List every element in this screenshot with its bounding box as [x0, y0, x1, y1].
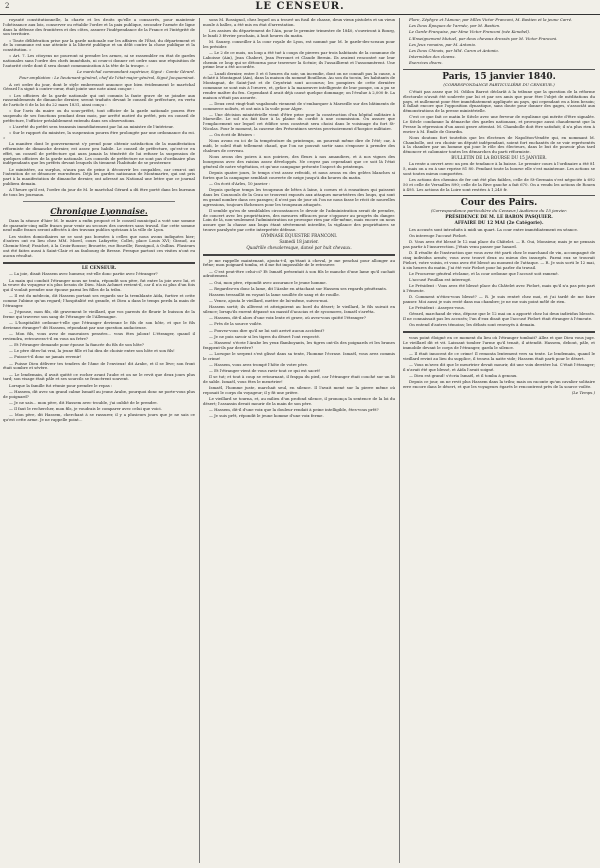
- paragraph: — Regardez-en donc la lame, dit l'Arabe en attachant sur Hassem ses regards pénétrants.: [209, 285, 388, 291]
- paragraph: « Les officiers de la garde nationale qui ont commis la faute grave de se joindre aux rassemblements de dimanche dernier, seront traduits devant le conseil de préfecture, en vertu de l'article 6 de la loi du 22 mars 1831, ainsi conçu :: [3, 92, 195, 108]
- paragraph: Hassem tressaillit en voyant la lame souillée de sang et de rouille.: [209, 291, 340, 297]
- paragraph: — Lundi dernier, entre 5 et 6 heures du soir, un incendie, dont on ne connaît pas la cause, a éclaté à Montagnat (Ain), dans la maison du nommé Bouilloux. Au son du tocsin, les habitants de Montagnat, de Saint-Just et de Ceyzériat sont accourus; les pompiers de cette dernière commune se sont mis à l'œuvre, et, grâce à la manœuvre intelligente de leur pompe, on a pu se rendre maître du feu. Cependant il avait déjà causé quelque dommage; on l'évalue à 2,000 fr. La maison n'était pas assurée.: [203, 70, 395, 100]
- paragraph: Depuis quelque temps les troupeaux de bêtes à laine, à cornes et à rousatines qui paissent dans les Coussouls de la Crau se trouvent exposés aux attaques meurtrières des loups, qui sont en grand nombre dans ces parages; il n'est pas de jour où l'on ne nous fasse le récit de nouvelles agressions, toujours fâcheuses pour les troupeaux attaqués.: [203, 187, 395, 207]
- paragraph: Lorsque la famille fut réunie pour prendre le repas :: [9, 382, 113, 388]
- paragraph: Gérard, marchand de vins, dépose que le 12 mai on a apporté chez lui deux individus blessés. Il ne connaissait pas les accusés; l'un d'eux disait que l'accusé Pielort était étranger à l'émeute.: [403, 311, 595, 322]
- paragraph: — Mon fils, vous avez de mauvaises pensées... vous êtes jaloux! L'étranger, quand il reviendra, retrouvera-t-il en vous un frère?: [3, 331, 195, 341]
- program-item: Flore, Zéphyre et l'Amour, par Mlles Victor Franconi, M. Bastien et la jeune Carré.: [409, 18, 573, 22]
- paragraph: La rente a ouvert avec un peu de tendance à la baisse. Le premier cours à l'ordinaire a été 81 5, mais on a eu à une reprise 81 80. Pendant toute la bourse elle s'est maintenue. Les actions se sont toutes mieux comportées.: [403, 161, 595, 176]
- paragraph: Le vieillard se tourna, et, au milieu d'un profond silence, il prononça la sentence de la loi du désert; l'assassin devait mourir de la main de son père.: [203, 396, 395, 407]
- bourse-heading: BULLETIN DE LA BOURSE DU 15 JANVIER.: [451, 155, 547, 161]
- paragraph: A cet ordre du jour, dont le style emberrassé annonce que bien évidemment le maréchal Gérard l'a signé à contre-cœur, était jointe une note ainsi conçue :: [3, 81, 195, 92]
- column-rule: [199, 18, 200, 863]
- program-item: Intermèdes des clowns.: [409, 54, 456, 60]
- paragraph: — Je suis prêt, répondit le jeune homme d'une voix ferme.: [209, 413, 324, 419]
- president-line: PRÉSIDENCE DE M. LE BARON PASQUIER.: [445, 215, 553, 221]
- feuilleton-title: LE CENSEUR.: [81, 265, 117, 271]
- program-item: Les Jeux romains, par M. Antonio.: [409, 41, 477, 47]
- paragraph: — Près de la source voilée.: [209, 321, 263, 327]
- paragraph: — Et l'étranger vient de vous ravir tout ce qui est sacré!: [209, 368, 321, 374]
- paragraph: — Je ne puis savoir si les tigres du désert l'ont respecté.: [209, 333, 321, 339]
- paragraph: Le Président : Vous avez été blessé place du Châtelet avec Pielort, mais qu'il n'a pas pris part à l'émeute.: [403, 283, 595, 293]
- feuilleton-divider: [403, 331, 595, 333]
- signature: Pour ampliation : Le lieutenant-général, chef de l'état-major-général, Signé Jacqueminot.: [19, 75, 195, 81]
- paragraph: — Il faut le rechercher, mon fils, je voudrais le comparer avec celui que voici.: [9, 405, 162, 411]
- paragraph: « Art. 7. Les citoyens ne pourront ni prendre les armes, ni se rassembler en état de gardes nationales sans l'ordre des chefs immédiats, ni ceux-ci donner cet ordre sans une réquisition de l'autorité civile dont il sera donné communication à la tête de la troupe. »: [3, 53, 195, 68]
- paragraph: — Hassem, dit-il alors d'une voix lente et grave, où avez-vous quitté l'étranger?: [209, 315, 366, 321]
- cour-title: Cour des Pairs.: [403, 195, 595, 209]
- paragraph: D. Vous avez été blessé le 12 mai place du Châtelet. — R. Oui, Monsieur, mais je ne pensais pas partir à l'insurrection. J'étais venu passer par hasard.: [403, 239, 595, 249]
- paragraph: — Hassem, vous avez trompé l'hôte de votre père.: [209, 361, 309, 367]
- paragraph: — Dieu est grand! s'écria Ismaël, et il tomba à genoux.: [409, 372, 518, 378]
- paragraph: — Le lendemain, il avait quitté ce rocher avant l'aube et on ne le revit que deux jours plus tard; son visage était pâle et ses sourcils se froncèrent souvent.: [3, 371, 195, 382]
- theatre-name: GYMNASE ÉQUESTRE FRANCONI.: [260, 233, 338, 239]
- paragraph: royauté constitutionnelle, la charte et les droits qu'elle a consacrés, pour maintenir l'obéissance aux lois, conserver ou rétablir l'ordre et la paix publique, seconder l'armée de ligne dans la défense des frontières et des côtes, assurer l'indépendance de la France et l'intégrité de son territoire.: [3, 18, 195, 37]
- paris-subtitle: (CORRESPONDANCE PARTICULIÈRE DU CENSEUR.): [443, 82, 555, 88]
- signature: Le maréchal commandant supérieur, Signé : Comte Gérard.: [76, 69, 195, 75]
- program-item: Le Garde-Française, par Mme Victor Franconi (née Kenebel).: [409, 29, 531, 35]
- paragraph: « Toute délibération prise par la garde nationale sur les affaires de l'État, du département et de la commune est une atteinte à la liberté publique et un délit contre la chose publique et la constitution. »: [3, 37, 195, 53]
- paragraph: — Lorsque le serpent s'est glissé dans sa tente, l'homme l'écrase. Ismaël, vous avez commis le crime!: [203, 350, 395, 361]
- paragraph: — Oui, mon père, répondit avec assurance le jeune homme.: [209, 279, 327, 285]
- paragraph: — Mon père, dit Hassem, cherchant à se rassurer, il y a plusieurs jours que je ne sais ce qu'est cette arme. Je ne rappelle point...: [3, 412, 195, 422]
- paragraph: C'est ce que fait ce matin le Siècle avec une ferveur de royalisme qui mérite d'être signalée. Le Siècle condamne la démarche des gardes nationaux, et provoque aussi chaudement que la Presse la répression d'un aussi grave attentat. M. Chambolle doit être satisfait; il n'a plus rien à envier à M. Émile de Girardin.: [403, 114, 595, 134]
- paragraph: — Deux cent vingt-huit vagabonds viennent de s'embarquer à Marseille sur des bâtiments de commerce nolisés, et ont mis à la voile pour Alger.: [203, 100, 395, 111]
- paragraph: — L'hospitalité ordonne-t-elle que l'étranger devienne le fils de son hôte, et que le fils devienne étranger? dit Hassem, répondant par une question audacieuse.: [3, 320, 195, 330]
- paragraph: Hassem sortit; ils allèrent et atteignirent au bord du désert; le vieillard, le fils suivait en silence; lorsqu'ils eurent dépassé un massif d'acacias et de sycomores, Ismaël s'arrêta.: [203, 304, 395, 315]
- paragraph: Ismaël, l'homme juste, marchait seul, en silence. Il l'avait mené sur la pierre même où reposait le corps du voyageur; il y fit une prière.: [203, 385, 395, 396]
- paragraph: C'était pas assez que M. Odilon Barrot déclarât à la tribune que la question de la réforme électorale n'avait été soulevée par lui et par ses amis que pour être l'objet de méditations du pays, et nullement pour être immédiatement appliquée au pays, qui cependant en a bien besoin; il fallait encore que l'opposition dynastique, sans doute pour donner des gages, s'associât aux démonstrations de la presse ministérielle.: [403, 88, 595, 114]
- paragraph: — Le 2 de ce mois, un loup a été tué à coups de pierres par trois habitants de la commune de Laboisse (Ain), Jean Chabert, Jean Perronet et Claude Bernin. Ils avaient rencontré sur leur chemin ce loup qui se détourna pour traverser la Scénie; ils l'assaillirent et l'assommèrent. Une prime leur a été accordée.: [203, 49, 395, 70]
- program-line: Quadrille chevaleresque, dansé par huit chevaux.: [246, 244, 352, 250]
- paragraph: vous point éloigné en ce moment du lieu où l'étranger tombait? Allez et que Dieu vous juge. Le vieillard dit et vit. Laissant tomber l'arme qu'il tenait, il attendit. Hassem, debout, pâle, et immobile devant le corps de l'étranger, garda le silence.: [403, 335, 595, 350]
- program-item: L'Enseignement Mutuel, par deux chevaux dressés par M. Victor Franconi.: [409, 35, 558, 41]
- paragraph: — Hassem! s'écrie l'Arabe les yeux flamboyants, les tigres ont-ils des poignards et les brunes frappent-ils par derrière?: [203, 339, 395, 350]
- paragraph: D. Il résulte de l'instruction que vous avez été parti chez le marchand de vin, accompagné de cinq individus armés; vous avez trouvé deux ou mieux des insurgés. Parmi eux se trouvait Pielort, votre voisin, et vous avez été blessé au moment de l'attaque. — R. Je suis sorti le 12 mai, à six heures du matin. J'ai été voir Pielort pour lui parler du travail.: [403, 250, 595, 270]
- theatre-date: Samedi 18 janvier.: [279, 238, 319, 244]
- paragraph: — Venez, ajouta le vieillard, mettre de lui-même, suivez-moi.: [209, 298, 329, 304]
- paragraph: « Sur le rapport du ministre, la suspension pourra être prolongée par une ordonnance du roi. »: [3, 130, 195, 141]
- paragraph: Les accusés sont introduits à midi un quart. La cour entre immédiatement en séance.: [409, 226, 579, 232]
- paragraph: — La joie, disait Hassem avec humeur, est-elle donc partie avec l'étranger?: [9, 271, 158, 277]
- paragraph: D. Comment n'étiez-vous blessé? — R. Je suis rentré chez moi, et j'ai tardé de me faire panser. Moi aussi je suis resté dans ma chambre; je ne me suis point mêlé de rien.: [403, 294, 595, 304]
- paragraph: — C'est peut-être celui-ci? Et Ismaël présentait à son fils le manche d'une lame qu'il cachait adroitement.: [203, 268, 395, 279]
- source-signature: (Le Temps.): [571, 389, 595, 395]
- column-3: [403, 18, 595, 864]
- paragraph: On interroge l'accusé Pielort.: [409, 232, 468, 238]
- paris-title: Paris, 15 janvier 1840.: [403, 69, 595, 83]
- paragraph: On entend d'autres témoins; les débats sont renvoyés à demain.: [409, 322, 536, 328]
- paragraph: M. Sauzey, conseiller à la cour royale de Lyon, est nommé par M. le garde-des-sceaux pour les présider.: [203, 38, 395, 49]
- paragraph: — Puisse Dieu délivrer tes tendres de l'âme de l'envieux! dit Arabe, et il se lève; son front était sombre et sévère.: [3, 360, 195, 371]
- column-1: [3, 18, 195, 864]
- program-item: Exercices divers.: [409, 60, 443, 66]
- program-item: Les Deux Époques de l'armée, par M. Bastien.: [409, 23, 501, 29]
- section-title: Chronique Lyonnaise.: [50, 205, 148, 216]
- paragraph: La manière dont le gouvernement s'y prend pour obtenir satisfaction de la manifestation réformiste de dimanche dernier, est assez peu habile. Le conseil de préfecture, qu'est-ce en effet, un conseil de préfecture qui aura jamais la témérité de lui refuser la suspension de quelques officiers de la garde nationale. Les conseils de préfecture ne sont pas d'ordinaire plus indépendants que les préfets devant lesquels ils tiennent l'habitude de se prosterner.: [3, 141, 195, 166]
- paragraph: — Il était innocent de ce crime! Il remonta lentement vers sa tente. Le lendemain, quand le vieillard revint au lieu du supplice, il trouva la natte vide; Hassem était parti pour le désert.: [403, 350, 595, 361]
- cour-subtitle: (Correspondance particulière du Censeur.) Audience du 15 janvier.: [431, 208, 567, 214]
- paragraph: Depuis quatre jours, le temps s'est assez refroidi, et nous avons eu des gelées blanches si fortes que la campagne semblait couverte de neige jusqu'à dix heures du matin.: [203, 170, 395, 180]
- paragraph: — Hassem, dit-il d'une voix que la douleur rendait à peine intelligible, êtes-vous prêt?: [209, 407, 379, 413]
- paragraph: sons M. Rossignol, chez lequel on a trouvé un fusil de chasse, deux vieux pistolets et un vieux moule à balles, a été mis en état d'arrestation.: [203, 18, 395, 27]
- paragraph: La main qui conduit l'étranger nous ne tenta, répondit son père, fut entre la joie avec lui, et la veuve du voyageur n'a plus besoin de Dieu. Mais Achmet revient-il, car il n'a ni plus d'un fois qui il voulait prendre une épouse parmi les filles de la tribu.: [3, 277, 195, 293]
- paragraph: Le Procureur général réclame, et la cour ordonne que l'accusé soit ramené.: [409, 270, 559, 276]
- paragraph: Nous avons des poires à nos poiriers, des fleurs à nos amandiers, et à nos vignes des bourgeons avec des raisins assez développés. Ne croyez pas cependant que ce soit là l'état général de notre végétation, et qu'une campagne présente l'aspect du printemps.: [203, 154, 395, 169]
- newspaper-title: LE CENSEUR.: [0, 0, 600, 15]
- paragraph: Il se tut; et tout à coup se retournant, il frappa du pied, car l'étranger était couché sur un lit de sable. Ismaël, vous êtes le meurtrier!: [203, 374, 395, 385]
- column-2: [203, 18, 395, 864]
- paragraph: — Il est du médecin, dit Hassem portant ses regards sur la tremblante Aïda, furtive et cette comme l'abime qu'un regard; l'hospitalité est grande, et Dieu a dans le temps perdu la main de l'étranger.: [3, 293, 195, 308]
- page-number: 2: [5, 2, 10, 10]
- affaire-line: AFFAIRE DU 12 MAI (2e Catégorie).: [454, 221, 544, 226]
- paragraph: L'accusé Fouillan est interrogé.: [409, 276, 472, 282]
- paragraph: Il semble qu'en de semblables circonstances le devoir de l'administration serait de prendre, de concert avec les propriétaires, des mesures efficaces pour s'opposer au progrès du danger. Loin de là, non-seulement l'administration ne provoque rien par elle-même, mais encore on nous assure que la chasse aux loups étant sévèrement interdite, la vigilance des propriétaires se trouve paralysée par cette interprétée défense.: [203, 207, 395, 232]
- paragraph: Nous avons eu ici de la température du printemps, on pourrait même dire de l'été; car, à midi, le soleil était tellement chaud, que l'on ne pouvait sortir sans s'exposer à prendre des chaleurs de cerveau.: [203, 138, 395, 154]
- paragraph: Le Président : Asseyez-vous.: [409, 305, 466, 311]
- paragraph: Depuis ce jour, on ne revit plus Hassem dans la tribu; mais on raconte qu'un cavalier solitaire erre encore dans le désert, et que les voyageurs égarés le rencontrent près de la source voilée.: [403, 378, 595, 389]
- paragraph: — J'épouse, mon fils, dit gravement le vieillard, que vos parents de fleurir le buisson de la ferme qui traverse son sang de l'étranger de l'Allemagne.: [3, 309, 195, 319]
- paragraph: — On écrit de Béziers :: [209, 132, 255, 138]
- paragraph: — Puisse-t-il donc ne jamais revenir!: [9, 354, 82, 360]
- feuilleton-divider: [3, 262, 195, 264]
- paragraph: — Et l'étranger demande pour épouse la fiancée du fils de son hôte?: [9, 342, 144, 348]
- paragraph: Les actions des chemins de fer ont été plus faibles, celle de St-Germain s'est négociée à 692 50 et celle de Versailles 890; celle de la Rive gauche a fait 670. On a vendu les actions de Rouen à 495. Les actions de la Loire sont restées à 1,240 fr.: [403, 177, 595, 192]
- paragraph: — Hassem, dit avec un grand calme Ismaël au jeune Arabe, pourquoi donc ne porte-vous plus de poignard?: [3, 388, 195, 399]
- column-rule: [399, 18, 400, 863]
- paragraph: — Pouvez-vous dire qu'il ne lui soit arrivé aucun accident?: [209, 327, 325, 333]
- paragraph: — Une décision ministérielle vient d'être prise pour la construction d'un hôpital militaire à Marseille. Le sol n'a fait face à la plaine du cordié à une commission. On assure que l'emplacement sur lequel cet édifice sera construit sera choisi dans le voisinage du fort St-Nicolas. Pour le moment, la caserne des Présentines servira provisoirement d'hospice militaire.: [203, 111, 395, 132]
- paragraph: je me rappelle maintenant, ajouta-t-il, qu'étant à cheval, je me penchai pour allonger au frêne; mon poignard tomba, et il me fut impossible de le retrouver.: [203, 257, 395, 268]
- paragraph: « L'arrêté du préfet sera transmis immédiatement par lui au ministre de l'intérieur.: [9, 124, 174, 130]
- paragraph: — On écrit d'Arles, 10 janvier :: [209, 181, 271, 186]
- paragraph: Dans la séance d'hier M. le maire a enfin proposé et le conseil municipal a voté une somme de quarante-cinq mille francs pour venir au secours des ouvriers sans travail. Sur cette somme neuf mille francs seront affectés à des travaux publics spéciaux à la ville de Lyon.: [3, 217, 195, 233]
- paragraph: Nous doutons fort toutefois que les électeurs de Napoléon-Vendée qui, en nommant M. Chambolle, ont cru choisir un député indépendant, soient fort enchantés de se voir représentés à la chambre par un homme qui joue le rôle des électeurs, dans le but de pouvoir plus tard dénoncer et calomnier toutes les démarches du parti réformiste.: [403, 134, 595, 155]
- feuilleton-divider: [203, 254, 395, 256]
- paragraph: Les assises du département de l'Ain, pour le premier trimestre de 1840, s'ouvriront à Bourg, le lundi 3 février prochain, à huit heures du matin.: [203, 27, 395, 38]
- paragraph: « Sur l'avis du maire ou du sous-préfet, tout officier de la garde nationale pourra être suspendu de ses fonctions pendant deux mois, par arrêté motivé du préfet, pris en conseil de préfecture, l'officier préalablement entendu dans ses observations.: [3, 108, 195, 123]
- paragraph: — Vous m'avez dit que le meurtrier devait mourir, dit une voix derrière lui. C'était l'étranger; il n'avait été que blessé, et Aïda l'avait soigné.: [403, 361, 595, 372]
- program-item: Les Deux Chinois, par MM. Caron et Antonio.: [409, 47, 499, 53]
- paragraph: A l'heure qu'il est, l'ordre du jour de M. le maréchal Gérard a dû être porté dans les bureaux de tous les journaux.: [3, 187, 195, 197]
- paragraph: Le ministère, au surplus, n'aura pas de peine à découvrir les coupables, car ceux-ci ont l'intention de se dénoncer eux-mêmes. Déjà les gardes nationaux de Montmartre, qui ont pris part à la manifestation de dimanche dernier, ont adressé au National une lettre que ce journal publiera demain.: [3, 166, 195, 186]
- paragraph: — Je ne sais... mon père, dit Hassem avec trouble, j'ai oublié de le prendre.: [9, 399, 158, 405]
- divider: [23, 201, 175, 202]
- paragraph: Les visites domiciliaires ne se sont pas bornées à celles que nous avons indiquées hier; d'autres ont eu lieu chez MM. Morel, cours Lafayette; Collet, place Louis XVI; Giraud, au Chemin-Neuf; Fraichet, à la Croix-Rousse; Brouette, rue Bouville; Rossignol, à Oullins. Plusieurs ont été faites aussi à Saint-Clair et au faubourg de Bresse. Presque partout ces visites n'ont eu aucun résultat.: [3, 233, 195, 258]
- paragraph: — Le père dites-lui vrai, la jeune fille et lui dira de choisir entre son hôte et son fils!: [9, 348, 175, 354]
